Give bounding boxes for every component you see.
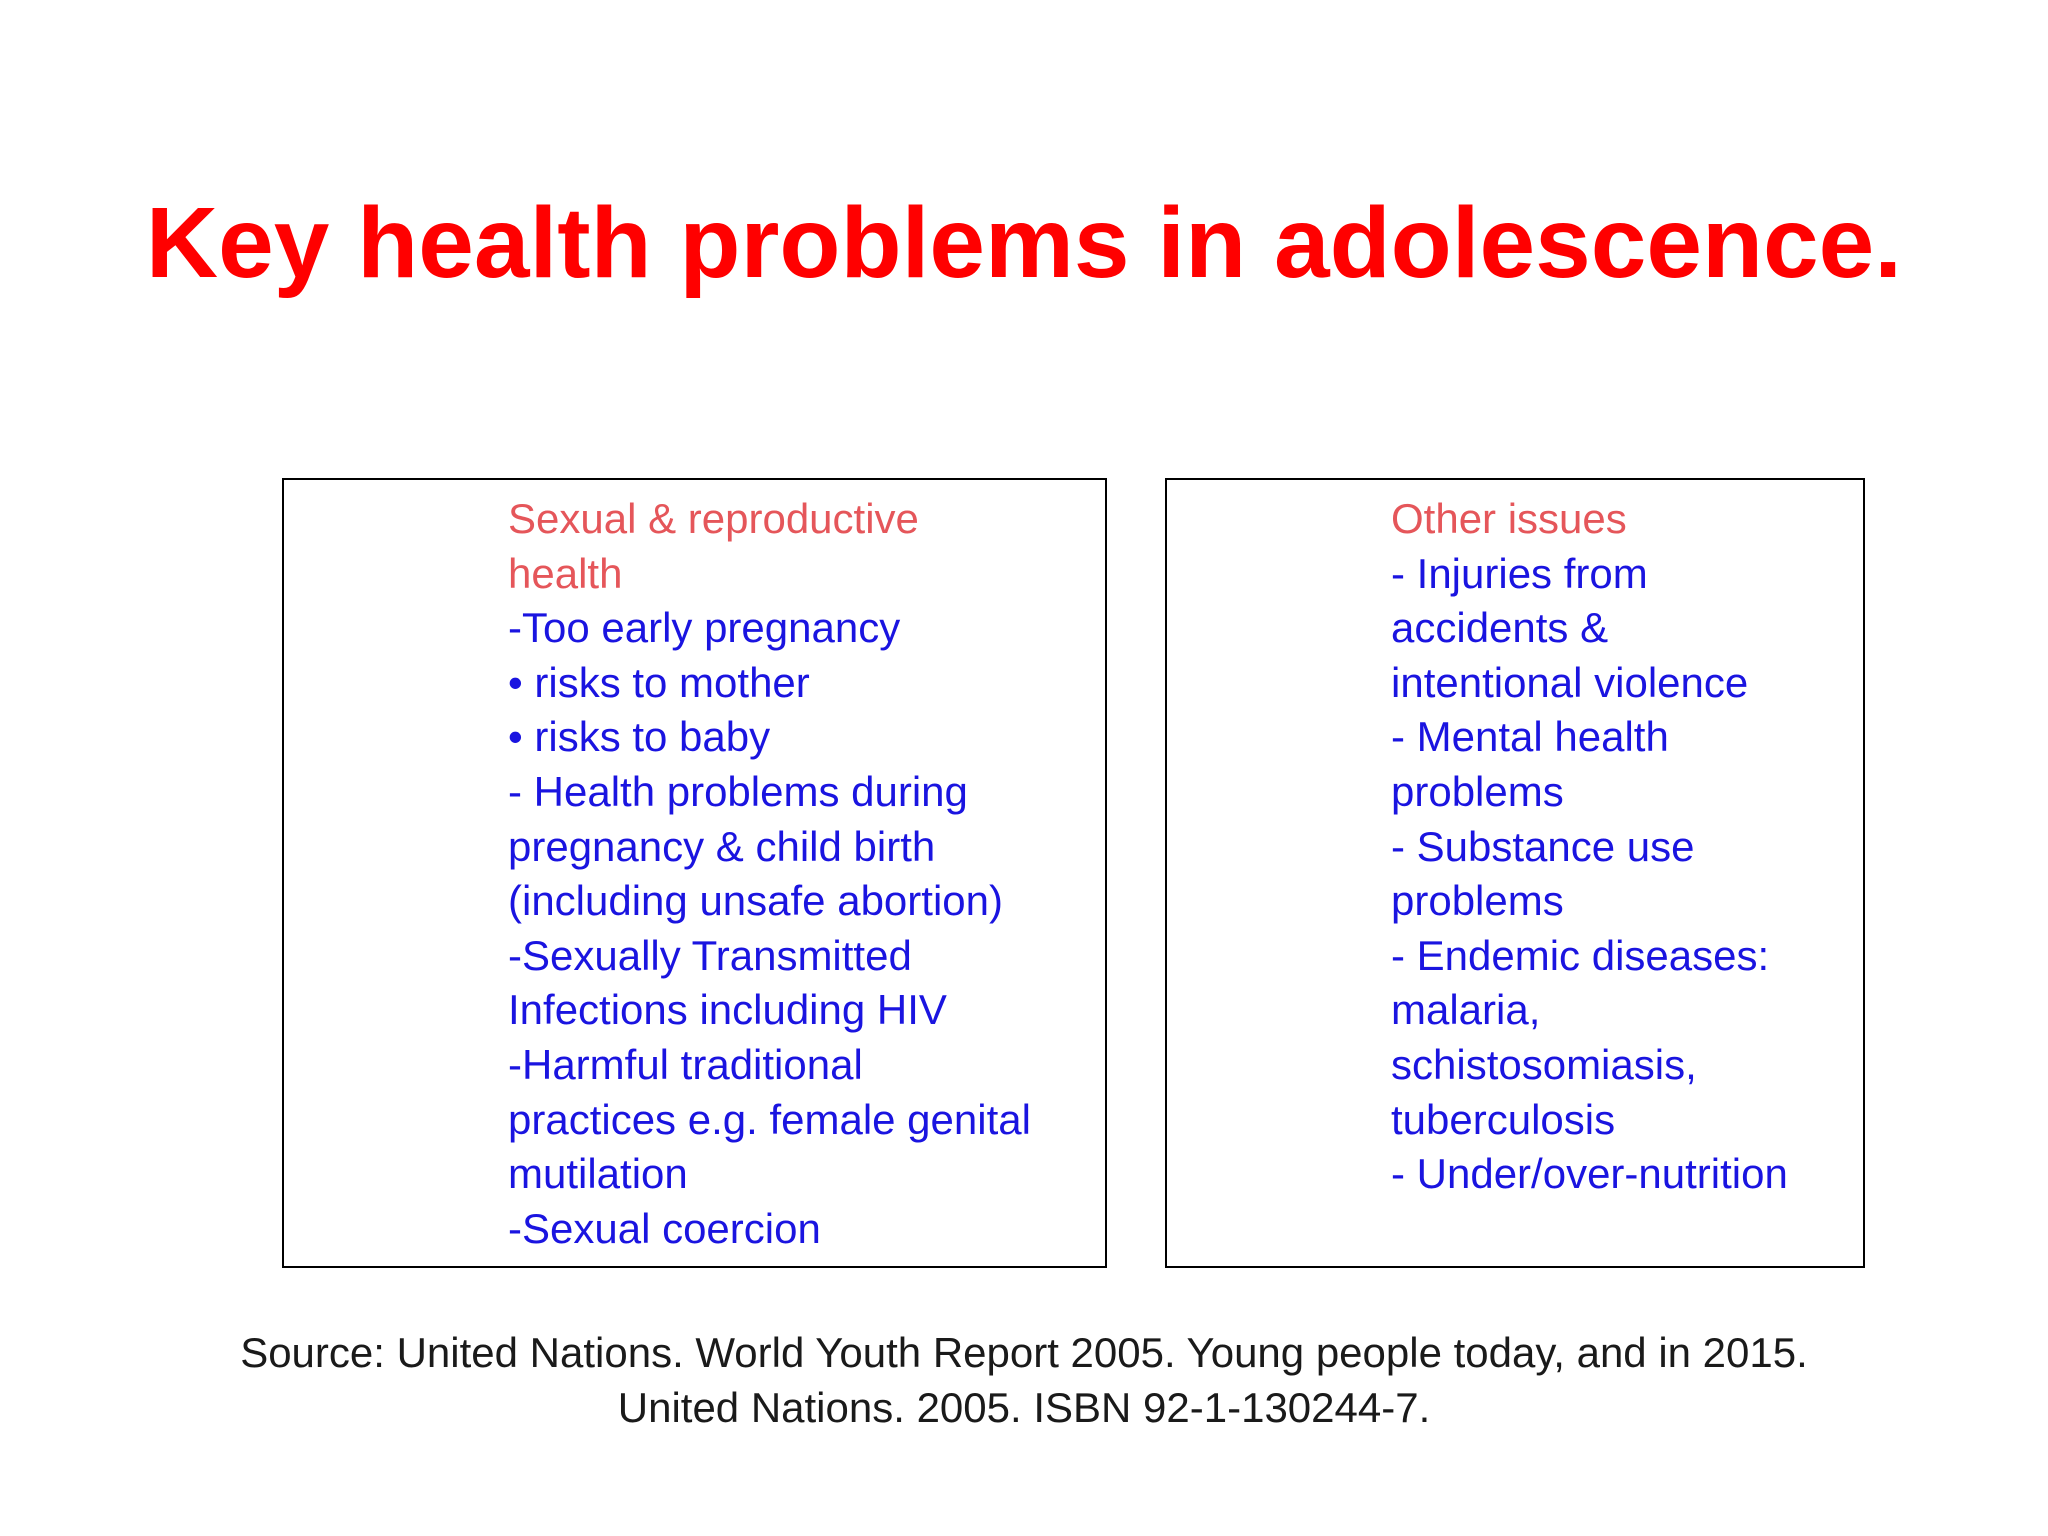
right-panel-line: intentional violence <box>1391 658 1749 706</box>
right-panel-line: - Under/over-nutrition <box>1391 1150 1788 1198</box>
left-panel-line: Infections including HIV <box>508 986 947 1034</box>
right-panel-line: - Endemic diseases: <box>1391 931 1770 979</box>
right-panel-text <box>1391 492 1861 1202</box>
left-panel-line: pregnancy & child birth <box>508 822 936 870</box>
right-panel-line: problems <box>1391 877 1564 925</box>
source-line: United Nations. 2005. ISBN 92-1-130244-7. <box>617 1384 1431 1431</box>
right-panel-line: accidents & <box>1391 604 1609 652</box>
left-panel-line: • risks to mother <box>508 658 810 706</box>
left-panel-line: -Too early pregnancy <box>508 604 901 652</box>
left-panel-line: -Sexual coercion <box>508 1204 821 1252</box>
left-panel-line: practices e.g. female genital <box>508 1095 1031 1143</box>
left-panel-line: -Harmful traditional <box>508 1040 863 1088</box>
right-panel-line: tuberculosis <box>1391 1095 1616 1143</box>
right-panel-line: - Substance use <box>1391 822 1695 870</box>
right-panel-line: schistosomiasis, <box>1391 1040 1697 1088</box>
right-panel-line: - Mental health <box>1391 713 1669 761</box>
left-panel-text <box>508 492 1103 1256</box>
left-panel-line: - Health problems during <box>508 767 968 815</box>
right-panel-line: - Injuries from <box>1391 549 1648 597</box>
left-panel-line: -Sexually Transmitted <box>508 931 912 979</box>
right-panel-heading-line: Other issues <box>1391 495 1627 542</box>
left-panel-line: (including unsafe abortion) <box>508 877 1003 925</box>
slide-title: Key health problems in adolescence. <box>145 187 1903 299</box>
sexual-reproductive-health-panel <box>282 478 1107 1268</box>
left-panel-heading-line: Sexual & reproductive <box>508 495 919 542</box>
left-panel-heading-line: health <box>508 549 623 597</box>
left-panel-line: • risks to baby <box>508 713 771 761</box>
source-citation <box>0 1325 2048 1435</box>
other-issues-panel <box>1165 478 1865 1268</box>
right-panel-line: malaria, <box>1391 986 1541 1034</box>
source-line: Source: United Nations. World Youth Report 2005. Young people today, and in 2015. <box>240 1329 1808 1376</box>
right-panel-line: problems <box>1391 767 1564 815</box>
left-panel-line: mutilation <box>508 1150 688 1198</box>
